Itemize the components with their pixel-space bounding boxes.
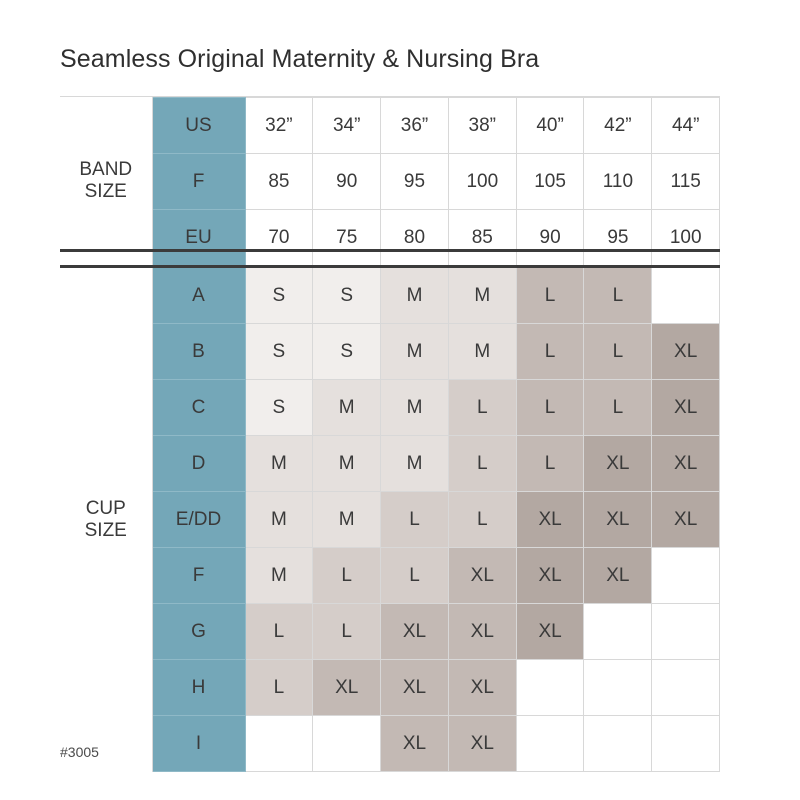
size-cell	[584, 716, 652, 772]
section-divider	[60, 249, 720, 252]
size-cell: XL	[584, 436, 652, 492]
cup-size-header: B	[152, 324, 245, 380]
band-size-cell: 36”	[381, 98, 449, 154]
cup-size-header: G	[152, 604, 245, 660]
cup-size-header: C	[152, 380, 245, 436]
band-system-header: EU	[152, 210, 245, 267]
size-cell: XL	[516, 548, 584, 604]
band-size-cell: 110	[584, 154, 652, 210]
table-row	[60, 154, 720, 210]
size-cell: M	[381, 324, 449, 380]
size-cell: M	[381, 436, 449, 492]
size-cell: M	[448, 267, 516, 324]
size-cell: XL	[381, 660, 449, 716]
size-cell: XL	[652, 324, 720, 380]
table-row	[60, 267, 720, 324]
table-row	[60, 548, 720, 604]
size-cell	[516, 716, 584, 772]
band-system-header: US	[152, 98, 245, 154]
band-size-label-line1: BAND	[79, 159, 133, 181]
size-cell	[584, 660, 652, 716]
size-cell: XL	[448, 548, 516, 604]
band-size-cell: 90	[313, 154, 381, 210]
style-number: #3005	[60, 744, 99, 760]
table-row	[60, 660, 720, 716]
size-cell: L	[313, 548, 381, 604]
size-cell: XL	[652, 492, 720, 548]
table-row	[60, 716, 720, 772]
band-size-cell: 40”	[516, 98, 584, 154]
size-cell: M	[245, 436, 313, 492]
size-cell: L	[448, 436, 516, 492]
size-cell: S	[245, 324, 313, 380]
size-cell: S	[313, 324, 381, 380]
size-cell: XL	[448, 604, 516, 660]
band-size-cell: 32”	[245, 98, 313, 154]
size-cell: XL	[652, 380, 720, 436]
size-cell	[652, 548, 720, 604]
size-cell: L	[584, 324, 652, 380]
size-cell: S	[245, 380, 313, 436]
cup-size-section-label	[60, 267, 152, 772]
size-cell	[652, 716, 720, 772]
size-cell: XL	[652, 436, 720, 492]
size-cell: L	[245, 604, 313, 660]
table-row	[60, 324, 720, 380]
size-cell: M	[448, 324, 516, 380]
size-cell: S	[245, 267, 313, 324]
size-cell	[584, 604, 652, 660]
size-cell	[652, 267, 720, 324]
size-cell: L	[516, 267, 584, 324]
cup-size-header: E/DD	[152, 492, 245, 548]
table-row	[60, 380, 720, 436]
size-cell: M	[381, 267, 449, 324]
band-size-cell: 100	[448, 154, 516, 210]
size-cell: XL	[516, 604, 584, 660]
cup-size-label-line1: CUP	[85, 497, 126, 519]
size-cell: L	[245, 660, 313, 716]
band-size-cell: 95	[584, 210, 652, 267]
size-cell: XL	[381, 716, 449, 772]
size-cell: XL	[516, 492, 584, 548]
band-size-cell: 34”	[313, 98, 381, 154]
size-cell: XL	[584, 492, 652, 548]
size-cell: L	[584, 267, 652, 324]
band-size-cell: 75	[313, 210, 381, 267]
band-size-cell: 95	[381, 154, 449, 210]
size-cell: L	[516, 324, 584, 380]
size-cell	[516, 660, 584, 716]
cup-size-header: I	[152, 716, 245, 772]
size-chart-table	[60, 97, 720, 772]
size-cell	[245, 716, 313, 772]
size-cell: L	[381, 492, 449, 548]
size-cell: L	[584, 380, 652, 436]
band-size-cell: 90	[516, 210, 584, 267]
band-size-cell: 38”	[448, 98, 516, 154]
size-cell	[313, 716, 381, 772]
size-cell: M	[245, 492, 313, 548]
band-size-cell: 44”	[652, 98, 720, 154]
size-cell: XL	[313, 660, 381, 716]
size-chart-body	[60, 98, 720, 772]
size-cell: XL	[448, 660, 516, 716]
band-size-cell: 100	[652, 210, 720, 267]
size-cell	[652, 604, 720, 660]
size-cell: M	[381, 380, 449, 436]
table-row	[60, 210, 720, 267]
cup-size-header: A	[152, 267, 245, 324]
cup-size-header: H	[152, 660, 245, 716]
band-size-cell: 42”	[584, 98, 652, 154]
band-size-section-label	[60, 98, 152, 267]
size-cell: L	[516, 436, 584, 492]
table-row	[60, 98, 720, 154]
size-cell: L	[381, 548, 449, 604]
size-cell: M	[313, 380, 381, 436]
size-cell: M	[313, 436, 381, 492]
cup-size-label-line2: SIZE	[84, 519, 127, 541]
size-cell: L	[448, 492, 516, 548]
size-cell: XL	[381, 604, 449, 660]
size-cell: L	[516, 380, 584, 436]
band-size-label-line2: SIZE	[84, 181, 127, 203]
size-cell: L	[313, 604, 381, 660]
band-system-header: F	[152, 154, 245, 210]
band-size-cell: 80	[381, 210, 449, 267]
size-cell: XL	[448, 716, 516, 772]
cup-size-header: D	[152, 436, 245, 492]
band-size-cell: 70	[245, 210, 313, 267]
size-cell: L	[448, 380, 516, 436]
size-cell	[652, 660, 720, 716]
size-cell: M	[313, 492, 381, 548]
band-size-cell: 85	[448, 210, 516, 267]
size-cell: M	[245, 548, 313, 604]
cup-size-header: F	[152, 548, 245, 604]
table-row	[60, 604, 720, 660]
band-size-cell: 85	[245, 154, 313, 210]
table-row	[60, 436, 720, 492]
size-cell: S	[313, 267, 381, 324]
size-cell: XL	[584, 548, 652, 604]
band-size-cell: 115	[652, 154, 720, 210]
table-row	[60, 492, 720, 548]
band-size-cell: 105	[516, 154, 584, 210]
page-title: Seamless Original Maternity & Nursing Bra	[60, 45, 540, 73]
